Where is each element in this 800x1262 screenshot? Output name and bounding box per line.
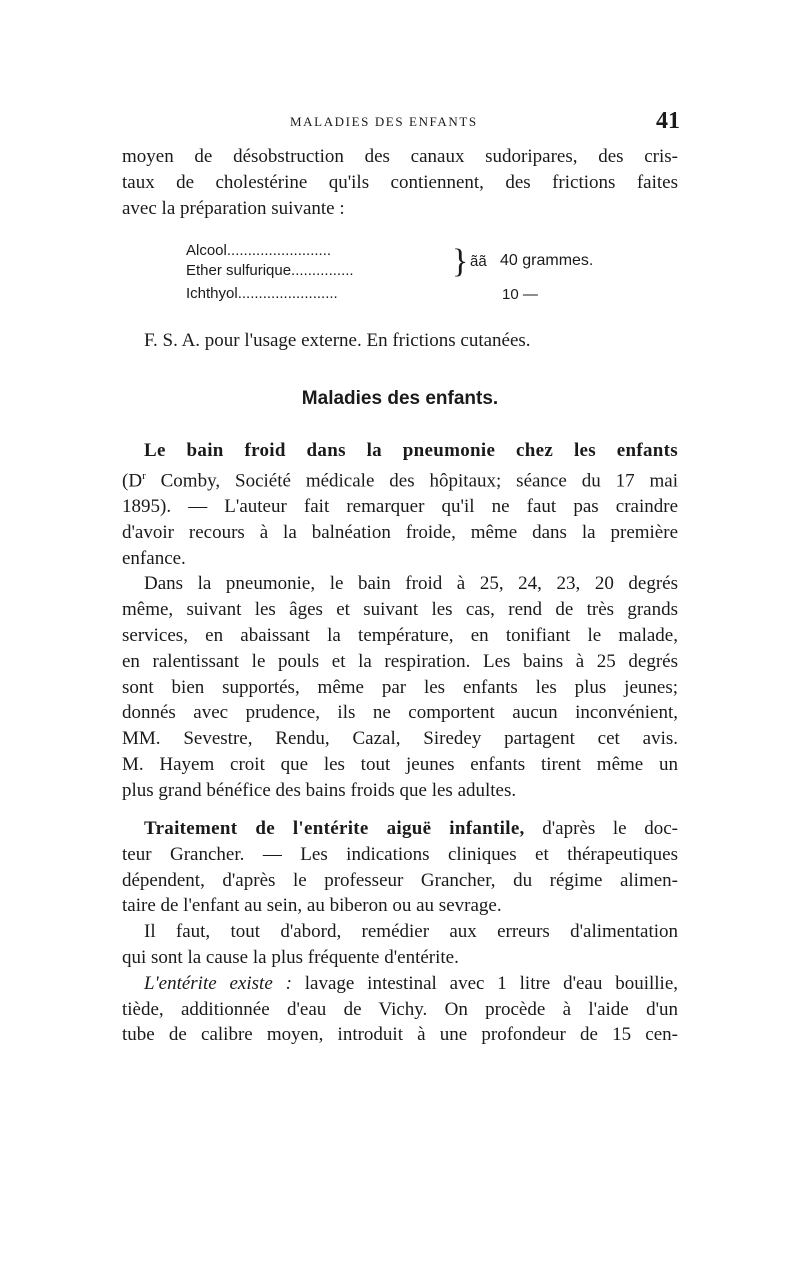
page-number: 41: [656, 108, 680, 134]
text-line: Il faut, tout d'abord, remédier aux erreurs d'alimentation: [144, 921, 678, 943]
text-line: [122, 971, 678, 997]
text-line: taire de l'enfant au sein, au biberon ou au sevrage.: [122, 895, 502, 917]
text-line: en ralentissant le pouls et la respiration. Les bains à 25 degrés: [122, 650, 678, 672]
text-line: d'avoir recours à la balnéation froide, même dans la première: [122, 521, 678, 543]
text-line: sont bien supportés, même par les enfants les plus jeunes;: [122, 676, 678, 698]
article-headline: [122, 816, 678, 842]
superscript: r: [142, 469, 146, 482]
article-headword: Traitement de l'entérite aiguë infantile,: [144, 818, 525, 839]
recipe-item: Ichthyol........................: [186, 285, 338, 302]
text-line: dépendent, d'après le professeur Grancher, du régime alimen-: [122, 869, 678, 891]
text-line: enfance.: [122, 547, 186, 569]
text-line: donnés avec prudence, ils ne comportent aucun inconvénient,: [122, 702, 678, 724]
text-line: Dans la pneumonie, le bain froid à 25, 24, 23, 20 degrés: [144, 573, 678, 595]
intro-paragraph: [122, 144, 678, 221]
ichthyol-dose: 10 —: [502, 286, 538, 303]
text-line: taux de cholestérine qu'ils contiennent, des frictions faites: [122, 171, 678, 193]
text-line: F. S. A. pour l'usage externe. En frictions cutanées.: [144, 330, 531, 351]
text-line: moyen de désobstruction des canaux sudoripares, des cris-: [122, 146, 678, 167]
italic-lead: L'entérite existe :: [144, 972, 292, 994]
text-line: M. Hayem croit que les tout jeunes enfants tirent même un: [122, 753, 678, 775]
usage-line: [122, 328, 678, 354]
text-fragment: Comby, Société médicale des hôpitaux; séance du 17 mai: [145, 470, 678, 492]
article-bain-froid: [122, 438, 678, 803]
text-line: MM. Sevestre, Rendu, Cazal, Siredey partagent cet avis.: [122, 728, 678, 750]
text-fragment: lavage intestinal avec 1 litre d'eau bouillie,: [291, 972, 678, 994]
dose-value: 40 grammes.: [500, 252, 594, 269]
dose-label: ãã: [470, 253, 487, 270]
text-line: plus grand bénéfice des bains froids que les adultes.: [122, 779, 517, 801]
section-title: Maladies des enfants.: [301, 388, 499, 409]
text-line: [122, 464, 678, 494]
text-fragment: (D: [122, 470, 143, 492]
text-line: teur Grancher. — Les indications cliniques et thérapeutiques: [122, 843, 678, 865]
text-fragment: d'après le doc-: [524, 818, 678, 839]
article-headline: [122, 438, 678, 464]
page-header: [120, 108, 680, 140]
recipe-item: Ether sulfurique...............: [186, 262, 354, 279]
text-line: tiède, additionnée d'eau de Vichy. On procède à l'aide d'un: [122, 998, 678, 1020]
text-line: tube de calibre moyen, introduit à une profondeur de 15 cen-: [122, 1024, 678, 1046]
text-line: 1895). — L'auteur fait remarquer qu'il ne faut pas craindre: [122, 495, 678, 517]
text-line: services, en abaissant la température, en tonifiant le malade,: [122, 624, 678, 646]
article-enterite: [122, 816, 678, 1048]
recipe-item: Alcool.........................: [186, 242, 332, 259]
text-line: avec la préparation suivante :: [122, 197, 345, 219]
running-title: MALADIES DES ENFANTS: [290, 114, 478, 129]
text-line: qui sont la cause la plus fréquente d'entérite.: [122, 946, 459, 968]
brace-icon: }: [452, 243, 469, 280]
text-line: même, suivant les âges et suivant les cas, rend de très grands: [122, 599, 678, 621]
article-headword: Le bain froid dans la pneumonie chez les enfants: [144, 440, 678, 461]
